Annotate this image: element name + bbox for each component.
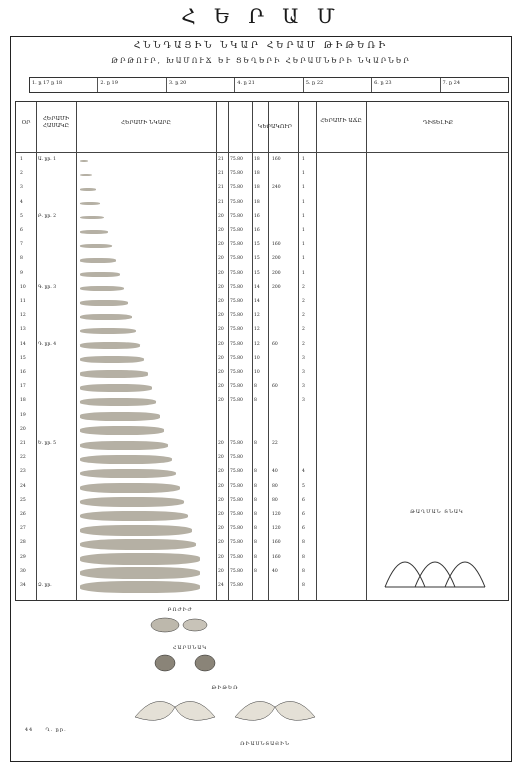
cell-b: 75.80 (230, 568, 243, 574)
cell-d: 120 (272, 526, 281, 532)
bottom-section (15, 607, 509, 762)
table-row (16, 213, 510, 223)
header-drawing: ՀԵՐԱՄԻ ՆԿԱՐԸ (121, 120, 171, 126)
cell-b: 75.80 (230, 199, 243, 205)
cell-a: 20 (218, 568, 224, 574)
poster-frame (10, 36, 512, 762)
cell-a: 20 (218, 398, 224, 404)
cell-c: 18 (254, 185, 260, 191)
illustrations (15, 607, 509, 757)
cell-n: 13 (20, 327, 26, 333)
caterpillar-image (80, 384, 152, 392)
caterpillar-image (80, 356, 144, 363)
cell-a: 20 (218, 327, 224, 333)
day-44: 44 (24, 727, 34, 733)
caterpillar-image (80, 160, 88, 162)
caterpillar-image (80, 398, 156, 406)
cell-d: 40 (272, 469, 278, 475)
cell-e: 2 (302, 299, 305, 304)
cell-a: 21 (218, 199, 224, 205)
moth-wing (275, 701, 315, 720)
table-row (16, 270, 510, 280)
age-cell: 4. ը 21 (235, 78, 303, 92)
poster-subtitle-secondary: ԹՐԹՈՒՐ, ԽԱՄՈՒՃ ԵՒ ՑԵՂԵՐԻ ՀԵՐԱՄՆԵՐԻ ՆԿԱՐՆԵՐ (111, 57, 411, 65)
cell-a: 20 (218, 256, 224, 262)
cell-c: 18 (254, 171, 260, 177)
cell-c: 8 (254, 526, 257, 532)
cell-n: 25 (20, 497, 26, 503)
table-row (16, 241, 510, 251)
cell-d: 60 (272, 341, 278, 347)
cell-e: 6 (302, 526, 305, 532)
cell-c: 18 (254, 199, 260, 205)
cell-age: Դ. ըր. 4 (38, 341, 57, 347)
header-growth: ՀԵՐԱՄԻ ԱՃԸ (320, 118, 362, 124)
caterpillar-image (80, 553, 200, 565)
caterpillar-image (80, 244, 112, 248)
cell-d: 120 (272, 512, 281, 517)
cell-c: 18 (254, 157, 260, 162)
cell-a: 20 (218, 284, 224, 290)
cell-n: 29 (20, 554, 26, 560)
cell-c: 15 (254, 256, 260, 262)
cell-b: 75.80 (230, 441, 243, 446)
cell-c: 8 (254, 469, 257, 475)
cell-e: 1 (302, 185, 305, 191)
caterpillar-image (80, 469, 176, 479)
cell-d: 40 (272, 568, 278, 574)
cell-e: 8 (302, 540, 305, 546)
cell-n: 24 (20, 483, 26, 489)
cell-e: 1 (302, 256, 305, 262)
cell-d: 60 (272, 384, 278, 390)
cell-n: 17 (20, 384, 26, 390)
cell-b: 75.80 (230, 469, 243, 475)
cell-b: 75.80 (230, 171, 243, 177)
rearing-house-caption: ԹԱՂՄԱՆ ՏՆԱԿ (410, 509, 464, 515)
caterpillar-image (80, 202, 100, 205)
caterpillar-image (80, 216, 104, 219)
cell-b: 75.80 (230, 256, 243, 262)
cell-a: 20 (218, 497, 224, 503)
cell-n: 16 (20, 370, 26, 375)
caterpillar-image (80, 581, 200, 593)
moth-wing (175, 701, 215, 720)
cell-b: 75.80 (230, 157, 243, 162)
cell-a: 20 (218, 455, 224, 461)
cell-a: 20 (218, 370, 224, 375)
age-cell: 2. ը 19 (98, 78, 166, 92)
cell-age: Ա. ըր. 1 (38, 157, 56, 162)
cell-a: 20 (218, 441, 224, 446)
cell-n: 23 (20, 469, 26, 475)
cell-e: 3 (302, 384, 305, 390)
caterpillar-image (80, 441, 168, 450)
cell-a: 20 (218, 213, 224, 219)
caterpillar-image (80, 174, 92, 176)
cell-n: 5 (20, 213, 23, 219)
cell-a: 24 (218, 583, 224, 588)
table-row (16, 341, 510, 351)
chrysalis-group (155, 655, 215, 671)
cell-a: 20 (218, 242, 224, 248)
caterpillar-image (80, 328, 136, 334)
caterpillar-image (80, 497, 184, 507)
header-divider (16, 152, 508, 153)
cell-n: 28 (20, 540, 26, 546)
table-row (16, 369, 510, 379)
cell-d: 160 (272, 157, 281, 162)
poster-subtitle: ՀՆՆԴԱՅԻՆ ՆԿԱՐ ՀԵՐԱՄ ԹԻԹԵՌԻ (133, 41, 389, 51)
cell-age: Բ. ըր. 2 (38, 213, 56, 219)
cell-e: 6 (302, 497, 305, 503)
cell-n: 1 (20, 157, 23, 162)
chrysalis-image (155, 655, 175, 671)
cell-n: 14 (20, 341, 26, 347)
cell-d: 200 (272, 284, 281, 290)
cell-d: 80 (272, 497, 278, 503)
table-row (16, 397, 510, 407)
caterpillar-image (80, 412, 160, 420)
cell-n: 8 (20, 256, 23, 262)
house-arch (445, 562, 485, 587)
cell-c: 8 (254, 497, 257, 503)
cell-b: 75.80 (230, 313, 243, 319)
cell-e: 4 (302, 469, 305, 475)
caterpillar-image (80, 426, 164, 435)
caterpillar-image (80, 483, 180, 493)
cell-n: 34 (20, 583, 26, 588)
caterpillar-image (80, 567, 200, 579)
caterpillar-image (80, 370, 148, 377)
age-cell: 5. ը 22 (304, 78, 372, 92)
caterpillar-image (80, 286, 124, 291)
age-cell: 3. ը 20 (167, 78, 235, 92)
cell-a: 20 (218, 526, 224, 532)
cell-b: 75.80 (230, 327, 243, 333)
cell-b: 75.80 (230, 185, 243, 191)
cell-a: 20 (218, 299, 224, 304)
table-row (16, 426, 510, 436)
cell-d: 22 (272, 441, 278, 446)
cell-e: 3 (302, 398, 305, 404)
caterpillar-image (80, 525, 192, 536)
caterpillar-image (80, 272, 120, 277)
cell-b: 75.80 (230, 526, 243, 532)
cell-c: 16 (254, 213, 260, 219)
table-row (16, 170, 510, 180)
cell-e: 1 (302, 270, 305, 276)
cell-b: 75.80 (230, 540, 243, 546)
cell-e: 8 (302, 568, 305, 574)
table-row (16, 255, 510, 265)
table-row (16, 454, 510, 464)
cell-e: 2 (302, 313, 305, 319)
cell-b: 75.80 (230, 512, 243, 517)
caterpillar-image (80, 188, 96, 191)
cell-d: 160 (272, 242, 281, 248)
cell-e: 1 (302, 171, 305, 177)
cell-c: 8 (254, 398, 257, 404)
table-row (16, 326, 510, 336)
cell-d: 80 (272, 483, 278, 489)
cocoon-caption: ԲՈԺԻԺ (167, 607, 193, 613)
cell-e: 1 (302, 157, 305, 162)
age-strip (29, 77, 509, 93)
cell-e: 3 (302, 355, 305, 361)
cell-b: 75.80 (230, 270, 243, 276)
cell-e: 1 (302, 199, 305, 205)
cell-a: 20 (218, 341, 224, 347)
cell-c: 12 (254, 341, 260, 347)
cell-c: 8 (254, 554, 257, 560)
cell-b: 75.80 (230, 483, 243, 489)
cell-n: 10 (20, 284, 26, 290)
footer-heading: ՌԻԱՍՆՏԱՅԻՆ (240, 741, 290, 747)
cell-n: 7 (20, 242, 23, 248)
cell-e: 1 (302, 242, 305, 248)
table-row (16, 284, 510, 294)
cell-c: 10 (254, 355, 260, 361)
cell-c: 8 (254, 384, 257, 390)
caterpillar-image (80, 539, 196, 550)
cell-c: 8 (254, 568, 257, 574)
cell-c: 8 (254, 483, 257, 489)
table-row (16, 355, 510, 365)
cell-n: 11 (20, 299, 26, 304)
cell-n: 2 (20, 171, 23, 177)
cell-c: 14 (254, 299, 260, 304)
cell-d: 200 (272, 256, 281, 262)
cell-d: 200 (272, 270, 281, 276)
header-remarks: ԴԻՏԵԼԻՔ (422, 120, 453, 126)
moth-group (135, 701, 315, 720)
cell-a: 20 (218, 384, 224, 390)
cell-n: 30 (20, 568, 26, 574)
cell-e: 6 (302, 512, 305, 517)
page-title: Հ Ե Ր Ա Մ (181, 4, 341, 28)
cell-a: 20 (218, 355, 224, 361)
table-row (16, 468, 510, 478)
table-row (16, 156, 510, 166)
cell-b: 75.80 (230, 213, 243, 219)
cell-n: 12 (20, 313, 26, 319)
rearing-house-panel (375, 505, 499, 595)
cell-n: 27 (20, 526, 26, 532)
cell-a: 20 (218, 313, 224, 319)
cell-b: 75.80 (230, 228, 243, 233)
cell-d: 160 (272, 554, 281, 560)
cell-e: 1 (302, 213, 305, 219)
caterpillar-image (80, 511, 188, 522)
table-row (16, 383, 510, 393)
cell-a: 20 (218, 540, 224, 546)
cell-n: 6 (20, 228, 23, 233)
cell-n: 4 (20, 199, 23, 205)
cell-c: 8 (254, 441, 257, 446)
caterpillar-image (80, 342, 140, 349)
cell-e: 8 (302, 583, 305, 588)
caterpillar-image (80, 230, 108, 234)
cell-n: 3 (20, 185, 23, 191)
cell-n: 21 (20, 441, 26, 446)
moth-caption: ԹԻԹԵՌ (211, 685, 239, 691)
chrysalis-caption: ՀԱՐՍՆԱԿ (172, 645, 208, 651)
table-row (16, 184, 510, 194)
table-row (16, 412, 510, 422)
cell-c: 16 (254, 228, 260, 233)
cell-n: 18 (20, 398, 26, 404)
house-arch (415, 562, 455, 587)
cell-age: Գ. ըր. 3 (38, 284, 57, 290)
moth-wing (135, 701, 175, 720)
cell-b: 75.80 (230, 497, 243, 503)
cell-age: Ձ. ըր. (38, 583, 52, 588)
cell-a: 20 (218, 483, 224, 489)
cell-a: 20 (218, 228, 224, 233)
caterpillar-image (80, 455, 172, 464)
cell-d: 160 (272, 540, 281, 546)
age-cell: 6. ը 23 (372, 78, 440, 92)
cell-d: 240 (272, 185, 281, 191)
cocoon-image (151, 618, 179, 632)
cell-a: 21 (218, 157, 224, 162)
cell-c: 15 (254, 270, 260, 276)
cell-a: 20 (218, 512, 224, 517)
cell-b: 75.80 (230, 554, 243, 560)
table-row (16, 440, 510, 450)
cell-n: 19 (20, 412, 26, 418)
cell-b: 75.80 (230, 398, 243, 404)
cell-n: 15 (20, 355, 26, 361)
cell-b: 75.80 (230, 299, 243, 304)
table-row (16, 312, 510, 322)
cell-c: 12 (254, 327, 260, 333)
cell-e: 2 (302, 284, 305, 290)
cell-c: 15 (254, 242, 260, 248)
cell-n: 22 (20, 455, 26, 461)
header-day: ՕՐ (21, 120, 31, 126)
cocoon-image (183, 619, 207, 631)
header-feeding: ԿԵՐԱԿՈՒՐ (257, 124, 293, 130)
age-cell: 1. ը 17 ը 18 (30, 78, 98, 92)
cell-c: 10 (254, 370, 260, 375)
header-age: ՀԵՐԱՄԻ ՀԱՍԱԿԸ (42, 116, 70, 129)
cocoon-group (151, 618, 207, 632)
cell-n: 9 (20, 270, 23, 276)
caterpillar-image (80, 314, 132, 320)
cell-a: 20 (218, 270, 224, 276)
cell-c: 8 (254, 540, 257, 546)
cell-c: 14 (254, 284, 260, 290)
caterpillar-image (80, 258, 116, 262)
cell-e: 8 (302, 554, 305, 560)
cell-age: Ե. ըր. 5 (38, 441, 56, 446)
table-row (16, 227, 510, 237)
cell-b: 75.80 (230, 341, 243, 347)
table-row (16, 298, 510, 308)
caterpillar-image (80, 300, 128, 306)
cell-n: 20 (20, 426, 26, 432)
table-row (16, 199, 510, 209)
cell-c: 12 (254, 313, 260, 319)
cell-b: 75.80 (230, 455, 243, 461)
cell-b: 75.80 (230, 355, 243, 361)
cell-c: 8 (254, 512, 257, 517)
cell-b: 75.80 (230, 242, 243, 248)
chrysalis-image (195, 655, 215, 671)
cell-n: 26 (20, 512, 26, 517)
cell-e: 1 (302, 228, 305, 233)
rearing-house-image (375, 517, 499, 597)
cell-a: 21 (218, 185, 224, 191)
cell-b: 75.80 (230, 384, 243, 390)
cell-b: 75.80 (230, 284, 243, 290)
house-arch (385, 562, 425, 587)
cell-e: 2 (302, 341, 305, 347)
cell-a: 21 (218, 171, 224, 177)
age-cell: 7. ը 24 (442, 80, 461, 86)
day-44-label: Ղ. ըր. (45, 727, 67, 733)
cell-e: 2 (302, 327, 305, 333)
cell-a: 20 (218, 469, 224, 475)
moth-wing (235, 701, 275, 720)
table-row (16, 483, 510, 493)
cell-a: 20 (218, 554, 224, 560)
cell-e: 3 (302, 370, 305, 375)
cell-b: 75.80 (230, 583, 243, 588)
cell-b: 75.80 (230, 370, 243, 375)
cell-e: 5 (302, 483, 305, 489)
